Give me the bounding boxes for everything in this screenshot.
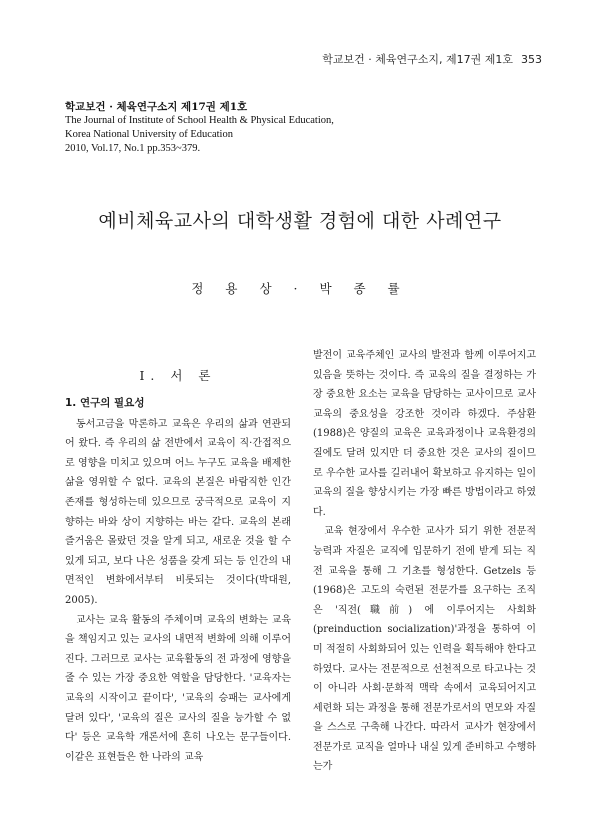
running-header-journal: 학교보건 · 체육연구소지, 제17권 제1호 [322,53,513,66]
paragraph: 발전이 교육주체인 교사의 발전과 함께 이루어지고 있음을 뜻하는 것이다. 즉 교육의 질을 결정하는 가장 중요한 요소는 교육을 담당하는 교사이므로 교사 교육의 중요성을 강조한 것이라 하겠다. 주삼환(1988)은 양질의 교육은 교육과정이나 교육환경의 질에도 달려 있지만 더 중요한 것은 교사의 질이므로 우수한 교사를 길러내어 확보하고 유지하는 일이 교육의 질을 향상시키는 가장 빠른 방법이라고 하였다. [313,350,536,518]
journal-info-volume: 2010, Vol.17, No.1 pp.353~379. [65,143,201,154]
section-heading: Ⅰ. 서 론 [139,368,217,383]
journal-info-english: The Journal of Institute of School Health & Physical Education, [65,115,334,126]
journal-info-university: Korea National University of Education [65,129,233,140]
right-column [313,346,536,777]
paragraph: 교육 현장에서 우수한 교사가 되기 위한 전문적 능력과 자질은 교직에 입문하기 전에 받게 되는 직전 교육을 통해 그 기초를 형성한다. Getzels 등(1968)은 고도의 숙련된 전문가를 요구하는 조직은 '직전(職前) 에 이루어지는 사회화(preinduction socialization)'과정을 통하여 이미 적절히 사회화되어 있는 인력을 획득해야 한다고 하였다. 교사는 전문적으로 선천적으로 타고나는 것이 아니라 사회·문화적 맥락 속에서 교육되어지고 세련화 되는 과정을 통해 전문가로서의 면모와 자질을 스스로 구축해 나간다. 따라서 교사가 현장에서 전문가로 교직을 얼마나 내실 있게 준비하고 수행하는가 [313,526,536,773]
paper-title: 예비체육교사의 대학생활 경험에 대한 사례연구 [98,210,502,232]
authors: 정 용 상 · 박 종 률 [191,281,409,296]
journal-info [65,100,334,156]
subsection-heading: 1. 연구의 필요성 [65,397,145,409]
running-header [322,51,542,67]
journal-info-korean: 학교보건 · 체육연구소지 제17권 제1호 [65,101,248,113]
left-column [65,366,291,767]
paragraph: 동서고금을 막론하고 교육은 우리의 삶과 연관되어 왔다. 즉 우리의 삶 전반에서 교육이 직·간접적으로 영향을 미치고 있으며 어느 누구도 교육을 배제한 삶을 영위할 수 없다. 교육의 본질은 바람직한 인간 존재를 형성하는데 있으므로 궁극적으로 교육이 지향하는 바와 상이 지향하는 바는 같다. 교육의 본래 즐거움은 몰랐던 것을 알게 되고, 새로운 것을 할 수 있게 되고, 보다 나은 성품을 갖게 되는 등 인간의 내면적인 변화에서부터 비롯되는 것이다(박대원, 2005). [65,418,291,606]
page-number: 353 [521,53,542,66]
paragraph: 교사는 교육 활동의 주체이며 교육의 변화는 교육을 책임지고 있는 교사의 내면적 변화에 의해 이루어진다. 그러므로 교사는 교육활동의 전 과정에 영향을 줄 수 있는 가장 중요한 역할을 담당한다. '교육자는 교육의 시작이고 끝이다', '교육의 승패는 교사에게 달려 있다', '교육의 질은 교사의 질을 능가할 수 없다' 등은 교육학 개론서에 흔히 나오는 문구들이다. 이같은 표현들은 한 나라의 교육 [65,614,291,763]
